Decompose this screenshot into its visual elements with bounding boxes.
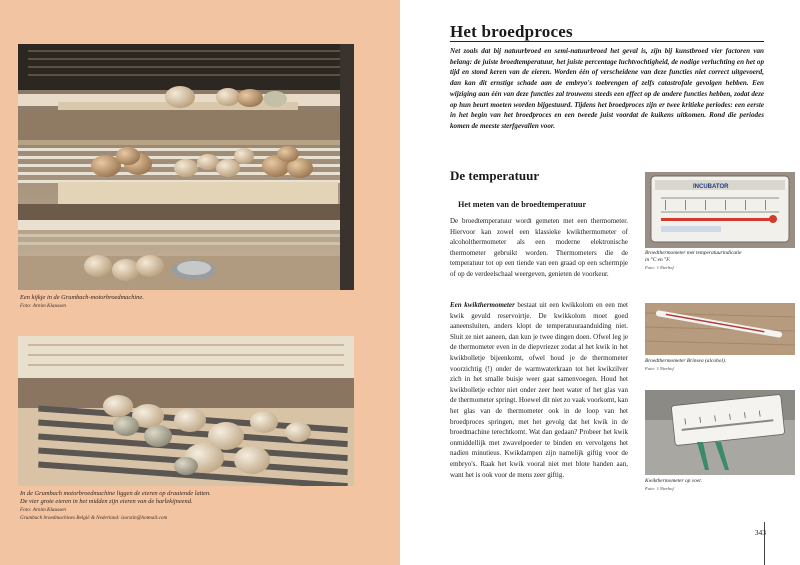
figure3-credit: Foto: 't Nierhof xyxy=(645,486,674,491)
figure3-caption xyxy=(645,478,795,492)
subsection-title: Het meten van de broedtemperatuur xyxy=(458,200,587,209)
paragraph-body: bestaat uit een kwikkolom en een met kwik gevuld reservoirtje. De kwikkolom moet goed aaneensluiten, anders klopt de temperatuuraanduiding niet. Sluit ze niet aaneen, dan kun je twee dingen doen. Ofwel leg je de thermometer even in de diepvriezer zodat al het kwik in het kwikbolletje bijeenkomt, ofwel houd je de thermometer voorzichtig (!) onder de warmwaterkraan tot het kwikzilver zich in het smalle buisje weer gaat samenvoegen. Houd het kwikbolletje echter niet onder zeer heet water of het glas van de thermometer springt. Hoewel dit niet zo vaak voorkomt, kan het glas van de thermometer ook in de loop van het broedproces springen, met het gevolg dat het kwik in de broedmachine terechtkomt. Wat dan gedaan? Probeer het kwik onmiddellijk met zwavelpoeder te binden en vervolgens het nadien minutieus. Kwikdampen zijn namelijk giftig voor de embryo's. Raak het kwik vooral niet met blote handen aan, want het is ook voor de mens zeer giftig. xyxy=(450,301,628,479)
photo2-caption-line2: De vier grote eieren in het midden zijn eieren van de harlekijneend. xyxy=(20,498,193,505)
figure2-credit: Foto: 't Nierhof xyxy=(645,366,674,371)
photo2-caption-line1: In de Grumbach motorbroedmachine liggen de eieren op draaiende latten. xyxy=(20,490,211,497)
page-number: 343 xyxy=(754,528,766,537)
photo2-credit: Foto: Arnim Klaussen xyxy=(20,507,67,513)
page-title: Het broedproces xyxy=(450,22,573,41)
figure1-credit: Foto: 't Nierhof xyxy=(645,265,674,270)
figure2-caption xyxy=(645,358,795,372)
incubator-eggs-closeup-photo xyxy=(18,336,354,486)
figure3-caption-text: Kwikthermometer op voet. xyxy=(645,478,703,484)
figure1-caption-line1: Broedthermometer met temperatuurindicatie xyxy=(645,250,742,256)
photo1-credit: Foto: Arnim Klaussen xyxy=(20,303,67,309)
title-divider xyxy=(450,41,764,42)
glass-thermometer-photo xyxy=(645,303,795,355)
incubator-label: INCUBATOR xyxy=(693,184,729,190)
figure1-caption xyxy=(645,250,795,271)
thermometer-on-stand-photo xyxy=(645,390,795,475)
body-paragraph-2 xyxy=(450,300,628,480)
incubator-trays-photo xyxy=(18,44,354,290)
photo2-credit-contact: Grumbach broedmachines België & Nederland: isorstin@hotmail.com xyxy=(20,515,168,521)
section-title: De temperatuur xyxy=(450,168,540,183)
figure1-caption-line2: in °C en °F. xyxy=(645,257,671,263)
body-paragraph-1: De broedtemperatuur wordt gemeten met een thermometer. Hiervoor kan zowel een klassieke kwikthermometer of alcoholthermometer als een moderne elektronische thermometer gebruikt worden. Thermometers die de temperatuur tot op een tiende van een graad op een schermpje of op de verdeelschaal weergeven, genieten de voorkeur. xyxy=(450,217,628,278)
incubator-thermometer-photo xyxy=(645,172,795,248)
photo2-caption xyxy=(20,490,360,522)
intro-paragraph: Net zoals dat bij natuurbroed en semi-natuurbroed het geval is, zijn bij kunstbroed vier factoren van belang: de juiste broedtemperatuur, het juiste percentage luchtvochtigheid, de nodige verluchting en het op tijd en stond keren van de eieren. Worden één of verscheidene van deze functies niet correct uitgevoerd, dan kan dit ernstige schade aan de embryo's toebrengen of zelfs catastrofale gevolgen hebben. Een wijziging aan één van deze functies zal trouwens steeds een effect op de andere functies hebben, zodat deze op hun beurt moeten worden bijgestuurd. Tijdens het broedproces zijn er twee kritieke periodes: een eerste in het begin van het broedproces en een tweede juist voordat de kuikens uitkomen. Rond die periodes komen de meeste sterfgevallen voor. xyxy=(450,47,764,130)
photo1-caption xyxy=(20,294,350,310)
paragraph-lead: Een kwikthermometer xyxy=(450,301,515,309)
photo1-caption-text: Een kijkje in de Grumbach-motorbroedmachine. xyxy=(20,294,144,301)
figure2-caption-text: Broedthermometer Brinsea (alcohol). xyxy=(645,358,727,364)
